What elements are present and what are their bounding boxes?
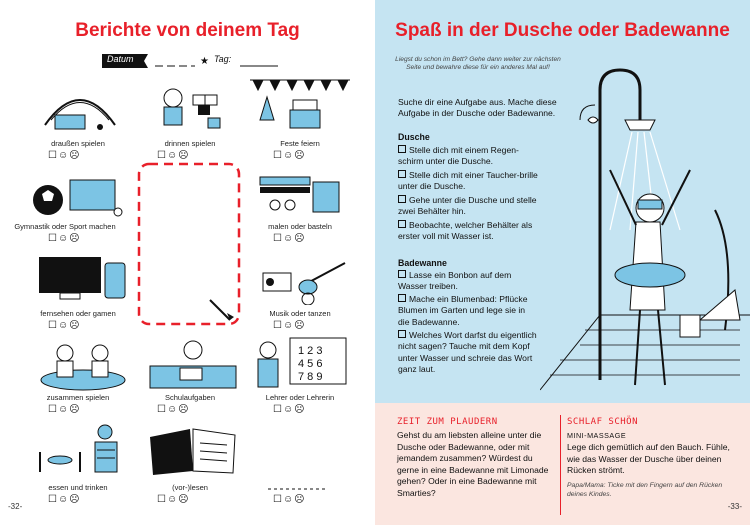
book-illustration xyxy=(145,425,240,482)
rating-faces[interactable]: ☐☺☹ xyxy=(157,404,190,415)
bathtub-task[interactable] xyxy=(398,294,538,328)
shower-task[interactable] xyxy=(398,145,538,168)
date-label: Datum xyxy=(107,54,134,64)
bathtub-task[interactable] xyxy=(398,270,538,293)
activity-label: Schulaufgaben xyxy=(164,393,216,402)
activity-label: essen und trinken xyxy=(48,483,108,492)
task-text: Stelle dich mit einem Regen-schirm unter die Dusche. xyxy=(398,145,519,167)
checkbox[interactable] xyxy=(398,195,406,203)
bathtub-heading: Badewanne xyxy=(398,258,447,268)
shower-heading: Dusche xyxy=(398,132,430,142)
page-number-right: -33- xyxy=(727,502,742,511)
rating-faces[interactable]: ☐☺☹ xyxy=(48,320,81,331)
rating-faces[interactable]: ☐☺☹ xyxy=(273,233,306,244)
tv-illustration xyxy=(35,255,130,310)
checkbox[interactable] xyxy=(398,170,406,178)
party-illustration xyxy=(245,75,355,140)
svg-text:4 5 6: 4 5 6 xyxy=(298,358,323,370)
zeit-zum-plaudern-heading: ZEIT ZUM PLAUDERN xyxy=(397,417,498,427)
activity-label: malen oder basteln xyxy=(268,222,332,231)
intro-text: Suche dir eine Aufgabe aus. Mache diese Aufgabe in der Dusche oder Badewanne. xyxy=(398,97,557,119)
day-label: Tag: xyxy=(214,54,232,64)
activity-label: Gymnastik oder Sport machen xyxy=(14,222,116,231)
crafting-illustration xyxy=(255,172,345,222)
activity-label: drinnen spielen xyxy=(164,139,216,148)
task-text: Lasse ein Bonbon auf dem Wasser treiben. xyxy=(398,270,512,292)
svg-text:★: ★ xyxy=(200,56,209,67)
checkbox[interactable] xyxy=(398,330,406,338)
checkbox[interactable] xyxy=(398,145,406,153)
task-text: Mache ein Blumenbad: Pflücke Blumen im Garten und lege sie in die Badewanne. xyxy=(398,294,528,327)
music-illustration xyxy=(260,255,350,310)
task-text: Stelle dich mit einer Taucher-brille unter die Dusche. xyxy=(398,170,538,192)
activity-label: fernsehen oder gamen xyxy=(40,309,116,318)
sport-illustration xyxy=(30,172,125,225)
svg-text:7 8 9: 7 8 9 xyxy=(298,371,323,383)
activity-label: (vor-)lesen xyxy=(172,483,208,492)
left-page-title: Berichte von deinem Tag xyxy=(75,20,300,41)
rating-faces[interactable]: ☐☺☹ xyxy=(273,404,306,415)
checkbox[interactable] xyxy=(398,294,406,302)
activity-label: draußen spielen xyxy=(51,139,105,148)
rating-faces[interactable]: ☐☺☹ xyxy=(157,150,190,161)
rating-faces[interactable]: ☐☺☹ xyxy=(273,150,306,161)
date-banner xyxy=(100,51,280,71)
shower-task[interactable] xyxy=(398,220,538,243)
schlaf-schoen-text: Lege dich gemütlich auf den Bauch. Fühle, wie das Wasser der Dusche über deinen Rücken strömt. xyxy=(567,442,730,476)
shower-task[interactable] xyxy=(398,170,538,193)
drawing-frame xyxy=(135,160,245,335)
rating-faces[interactable]: ☐☺☹ xyxy=(48,404,81,415)
shower-task[interactable] xyxy=(398,195,538,218)
mini-massage-label: MINI-MASSAGE xyxy=(567,431,627,440)
task-text: Welches Wort darfst du eigentlich nicht sagen? Tauche mit dem Kopf unter Wasser und schreie das Wort ganz laut. xyxy=(398,330,537,375)
divider xyxy=(560,415,561,515)
right-page-title: Spaß in der Dusche oder Badewanne xyxy=(395,20,730,41)
bottom-info-box xyxy=(375,403,750,525)
homework-illustration xyxy=(148,338,238,398)
schlaf-schoen-heading: SCHLAF SCHÖN xyxy=(567,417,639,427)
activity-label: Musik oder tanzen xyxy=(269,309,331,318)
svg-text:1 2 3: 1 2 3 xyxy=(298,345,323,357)
checkbox[interactable] xyxy=(398,270,406,278)
bedtime-tip: Liegst du schon im Bett? Gehe dann weiter zur nächsten Seite und bewahre diese für ein anderes Mal auf! xyxy=(395,56,561,72)
parent-note: Papa/Mama: Ticke mit den Fingern auf den Rücken deines Kindes. xyxy=(567,482,723,498)
rating-faces[interactable]: ☐☺☹ xyxy=(157,494,190,505)
activity-label: Lehrer oder Lehrerin xyxy=(265,393,335,402)
rating-faces[interactable]: ☐☺☹ xyxy=(48,150,81,161)
rating-faces[interactable]: ☐☺☹ xyxy=(273,320,306,331)
bathtub-task[interactable] xyxy=(398,330,538,376)
task-text: Beobachte, welcher Behälter als erster voll mit Wasser ist. xyxy=(398,220,533,242)
playground-illustration xyxy=(35,80,125,140)
food-illustration xyxy=(35,422,125,482)
rating-faces[interactable]: ☐☺☹ xyxy=(48,233,81,244)
shower-illustration xyxy=(540,60,750,405)
page-number-left: -32- xyxy=(8,502,23,511)
teacher-illustration xyxy=(250,334,350,397)
indoor-play-illustration xyxy=(148,80,233,140)
zeit-zum-plaudern-text: Gehst du am liebsten alleine unter die Dusche oder Badewanne, oder mit jemandem zusammen? Würdest du gerne in eine Badewanne mit Limonade gehen? Oder in eine Badewanne mit Smarties? xyxy=(397,430,549,498)
activity-label: zusammen spielen xyxy=(46,393,110,402)
play-together-illustration xyxy=(35,338,130,398)
task-text: Gehe unter die Dusche und stelle zwei Behälter hin. xyxy=(398,195,537,217)
activity-label: Feste feiern xyxy=(280,139,320,148)
rating-faces[interactable]: ☐☺☹ xyxy=(273,494,306,505)
checkbox[interactable] xyxy=(398,220,406,228)
rating-faces[interactable]: ☐☺☹ xyxy=(48,494,81,505)
